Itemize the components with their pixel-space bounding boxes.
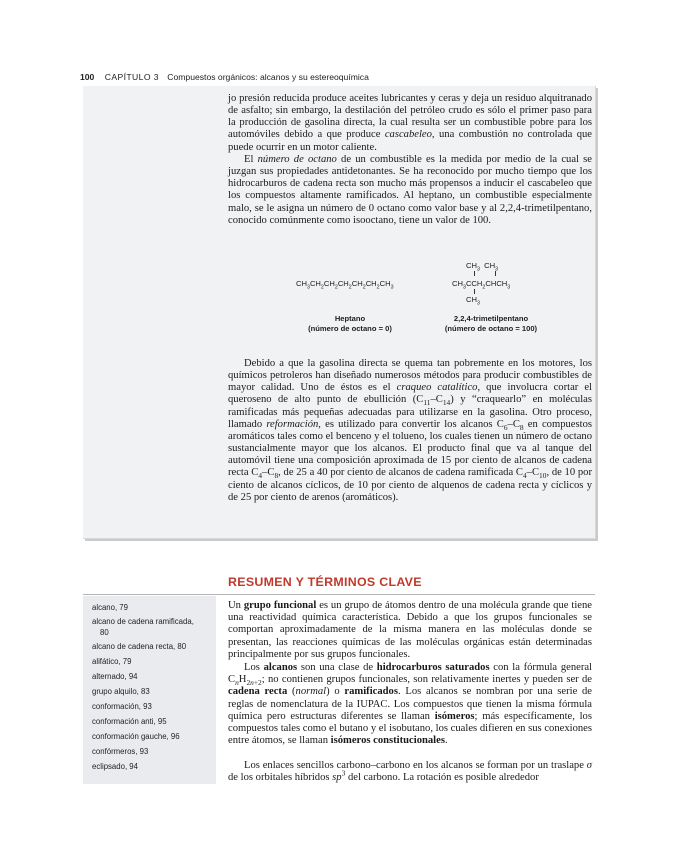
isooctane-name: 2,2,4-trimetilpentano [453,314,529,323]
chapter-title: Compuestos orgánicos: alcanos y su estereoquímica [167,72,369,82]
heptane-caption [296,314,404,334]
isooctane-bottom-methyl: $CH_3$ [466,295,480,307]
key-term: alcano de cadena recta, 80 [92,642,187,651]
key-term: conformación gauche, 96 [92,732,180,741]
key-term: alifático, 79 [92,657,132,666]
section-divider [83,594,595,595]
section-title: RESUMEN Y TÉRMINOS CLAVE [228,575,422,589]
key-term: confórmeros, 93 [92,747,149,756]
bond-line [474,271,475,276]
running-header [80,72,369,82]
chapter-label: CAPÍTULO 3 [104,72,159,82]
key-term: conformación, 93 [92,702,152,711]
heptane-octane: (número de octano = 0) [308,324,392,333]
panel-paragraph-3: Debido a que la gasolina directa se quema tan pobremente en los motores, los químicos petroleros han diseñado numerosos métodos para producir combustibles de mayor calidad. Uno de éstos es el craqueo catalítico, que involucra cortar el queroseno de alto punto de ebullición $(C_{11}-C_{14})$ y “craquearlo” en moléculas ramificadas más pequeñas adecuadas para utilizarse en la gasolina. Otro proceso, llamado reformación, es utilizado para convertir los alcanos $C_6-C_8$ en compuestos aromáticos tales como el benceno y el tolueno, los cuales tienen un número de octano sustancialmente mayor que los alcanos. El producto final que va al tanque del automóvil tiene una composición aproximada de 15 por ciento de alcanos de cadena recta $C_4-C_8$, de 25 a 40 por ciento de alcanos de cadena ramificada $C_4-C_{10}$, de 10 por ciento de alcanos cíclicos, de 10 por ciento de alquenos de cadena recta y cíclicos y de 25 por ciento de arenos (aromáticos). [228,358,593,503]
bond-line [474,289,475,294]
summary-paragraph-3: Los enlaces sencillos carbono–carbono en los alcanos se forman por un traslape σ de los orbitales híbridos $sp^3$ del carbono. La rotación es posible alrededor [228,760,592,784]
panel-paragraph-1: jo presión reducida produce aceites lubricantes y ceras y deja un residuo alquitranado de asfalto; sin embargo, la destilación del petróleo crudo es sólo el primer paso para la producción de gasolina directa, la cual resulta ser un combustible pobre para los automóviles debido a que produce cascabeleo, una combustión no controlada que puede ocurrir en un motor caliente. [228,93,592,153]
key-term: conformación anti, 95 [92,717,167,726]
key-term: eclipsado, 94 [92,762,138,771]
isooctane-top-methyls: $CH_3$ $CH_3$ [466,261,499,273]
bond-line [495,271,496,276]
summary-paragraph-2: Los alcanos son una clase de hidrocarburos saturados con la fórmula general $C_nH_{2n+2}$; no contienen grupos funcionales, son relativamente inertes y pueden ser de cadena recta (normal) o ramificados. Los alcanos se nombran por una serie de reglas de nomenclatura de la IUPAC. Los compuestos que tienen la misma fórmula química pero estructuras diferentes se llaman isómeros; más específicamente, los compuestos tales como el butano y el isobutano, los cuales difieren en sus conexiones entre átomos, se llaman isómeros constitucionales. [228,662,592,747]
key-term: alcano de cadena ramificada, 80 [92,617,194,637]
page-number: 100 [80,72,95,82]
isooctane-main-chain: $CH_3CCH_2CHCH_3$ [452,279,511,291]
isooctane-octane: (número de octano = 100) [444,324,538,333]
heptane-formula: $CH_3CH_2CH_2CH_2CH_2CH_2CH_3$ [296,279,394,291]
key-term: alternado, 94 [92,672,138,681]
heptane-name: Heptano [334,314,366,323]
summary-paragraph-1: Un grupo funcional es un grupo de átomos dentro de una molécula grande que tiene una reactividad química característica. Debido a que los grupos funcionales se comportan aproximadamente de la misma manera en las moléculas donde se presentan, las reacciones químicas de las moléculas orgánicas están determinadas principalmente por sus grupos funcionales. [228,600,592,660]
key-term: grupo alquilo, 83 [92,687,150,696]
key-term: alcano, 79 [92,603,128,612]
isooctane-caption [431,314,551,334]
panel-paragraph-2: El número de octano de un combustible es la medida por medio de la cual se juzgan sus propiedades antidetonantes. Se ha reconocido por mucho tiempo que los hidrocarburos de cadena recta son mucho más propensos a inducir el cascabeleo que los compuestos altamente ramificados. Al heptano, un combustible especialmente malo, se le asigna un número de 0 octano como valor base y al 2,2,4-trimetilpentano, conocido comúnmente como isooctano, tiene un valor de 100. [228,154,592,226]
